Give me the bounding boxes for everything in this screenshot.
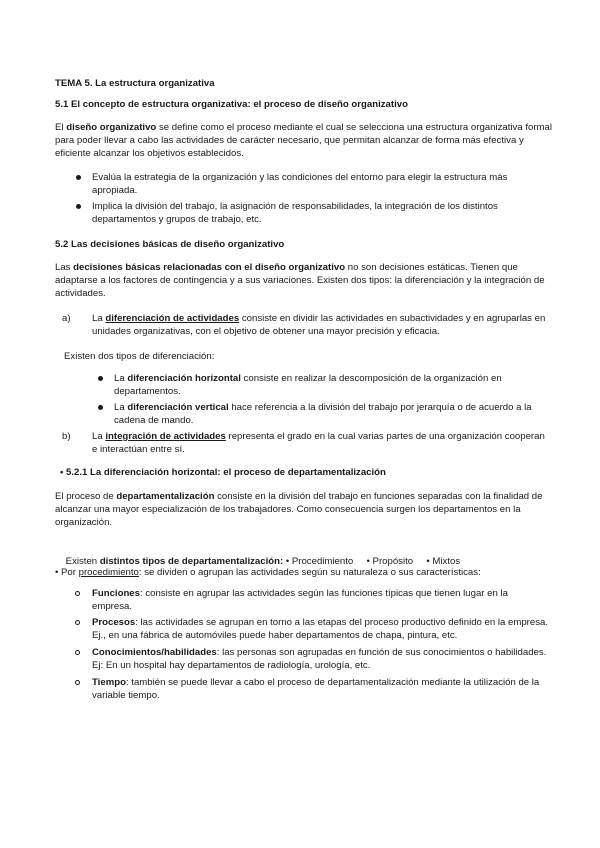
list-item: Conocimientos/habilidades: las personas son agrupadas en función de sus conocimientos o habilidades. Ej: En un hospital hay departamentos de radiología, urología, etc. (92, 646, 548, 672)
section-5-2-paragraph: Las decisiones básicas relacionadas con el diseño organizativo no son decisiones estáticas. Tienen que adaptarse a los factores de contingencia y a sus variaciones. Existen dos tipos: la diferenciación y la integración de actividades. (55, 262, 545, 299)
list-item: Tiempo: también se puede llevar a cabo el proceso de departamentalización mediante la utilización de la variable tiempo. (92, 676, 548, 702)
list-item-b: b) La integración de actividades representa el grado en la cual varias partes de una organización cooperan e interactúan entre sí. (62, 431, 545, 455)
doc-title: TEMA 5. La estructura organizativa (55, 78, 215, 89)
circle-bullet-icon (75, 650, 80, 655)
section-5-1-paragraph: El diseño organizativo se define como el proceso mediante el cual se selecciona una estructura organizativa formal para poder llevar a cabo las actividades de carácter necesario, que permitan alcanzar de forma más efectiva y eficiente alcanzar los objetivos establecidos. (55, 122, 552, 159)
types-intro: Existen dos tipos de diferenciación: (64, 351, 215, 362)
list-item: Funciones: consiste en agrupar las actividades según las funciones típicas que tienen lugar en la empresa. (92, 587, 548, 613)
bullet-icon (76, 204, 81, 209)
bullet-icon (76, 175, 81, 180)
bullet-icon (98, 405, 103, 410)
section-5-2-heading: 5.2 Las decisiones básicas de diseño organizativo (55, 239, 285, 250)
departmentalization-types: Existen distintos tipos de departamentalización: • Procedimiento • Propósito • Mixtos (65, 556, 461, 567)
list-item: La diferenciación vertical hace referencia a la división del trabajo por jerarquía o de acuerdo a la cadena de mando. (114, 401, 544, 427)
list-item-a: a) La diferenciación de actividades consiste en dividir las actividades en subactividades y en agruparlas en unidades organizativas, con el objetivo de obtener una mayor precisión y eficacia. (62, 313, 546, 337)
item-label: b) (62, 431, 71, 442)
list-item: Procesos: las actividades se agrupan en torno a las etapas del proceso productivo definido en la empresa. Ej., en una fábrica de automóviles puede haber departamentos de chapa, pintura, etc. (92, 616, 548, 642)
section-5-1-heading: 5.1 El concepto de estructura organizativa: el proceso de diseño organizativo (55, 99, 408, 110)
list-item: Evalúa la estrategia de la organización y las condiciones del entorno para elegir la estructura más apropiada. (92, 171, 548, 197)
procedure-intro: • Por procedimiento: se dividen o agrupan las actividades según su naturaleza o sus características: (55, 567, 481, 578)
list-item: La diferenciación horizontal consiste en realizar la descomposición de la organización en departamentos. (114, 372, 544, 398)
list-item: Implica la división del trabajo, la asignación de responsabilidades, la integración de los distintos departamentos y grupos de trabajo, etc. (92, 200, 548, 226)
item-label: a) (62, 313, 71, 324)
section-5-2-1-heading: • 5.2.1 La diferenciación horizontal: el proceso de departamentalización (60, 467, 386, 478)
section-5-2-1-paragraph: El proceso de departamentalización consiste en la división del trabajo en funciones separadas con la finalidad de alcanzar una mayor especialización de los trabajadores. Como consecuencia surgen los departamentos en la organización. (55, 491, 543, 528)
bullet-icon (98, 376, 103, 381)
circle-bullet-icon (75, 680, 80, 685)
circle-bullet-icon (75, 591, 80, 596)
circle-bullet-icon (75, 620, 80, 625)
